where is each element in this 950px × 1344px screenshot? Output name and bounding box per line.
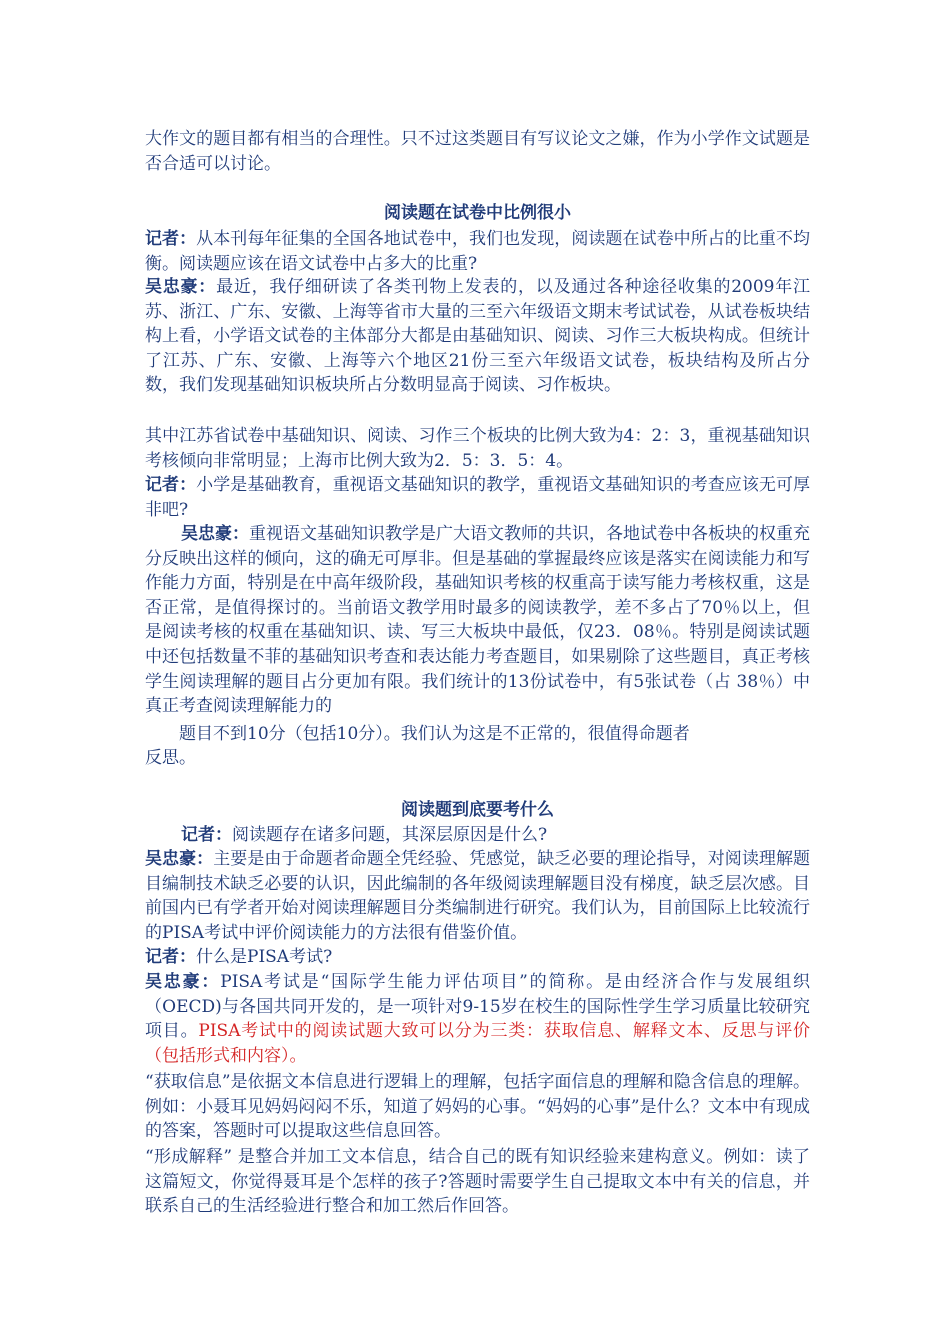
speaker-wu: 吴忠豪： <box>145 972 221 992</box>
answer-1 <box>145 275 810 398</box>
reporter-question-3 <box>145 823 810 848</box>
answer-2-end: 反思。 <box>145 748 196 768</box>
answer-2 <box>145 522 810 719</box>
speaker-reporter: 记者： <box>145 475 197 495</box>
speaker-reporter: 记者： <box>145 947 196 967</box>
speaker-reporter: 记者： <box>145 229 197 249</box>
question-text: 阅读题存在诸多问题，其深层原因是什么? <box>232 825 548 845</box>
speaker-wu: 吴忠豪： <box>145 849 214 869</box>
answer-text: PISA考试是“国际学生能力评估项目”的简称。是由经济合作与发展组织（OECD)与各国共同开发的，是一项针对9-15岁在校生的国际性学生学习质量比较研究项目。 <box>145 972 810 1042</box>
intro-paragraph: 大作文的题目都有相当的合理性。只不过这类题目有写议论文之嫌，作为小学作文试题是否合适可以讨论。 <box>145 129 810 174</box>
reporter-question-1 <box>145 227 810 276</box>
section-heading-1: 阅读题在试卷中比例很小 <box>384 203 571 223</box>
speaker-wu: 吴忠豪： <box>181 524 249 544</box>
answer-2-continuation: 题目不到10分（包括10分）。我们认为这是不正常的，很值得命题者 <box>179 724 690 744</box>
interpretation-paragraph: “形成解释” 是整合并加工文本信息，结合自己的既有知识经验来建构意义。例如：读了这篇短文，你觉得聂耳是个怎样的孩子?答题时需要学生自己提取文本中有关的信息，并联系自己的生活经验进行整合和加工然后作回答。 <box>145 1147 810 1217</box>
speaker-reporter: 记者： <box>181 825 232 845</box>
answer-text: 主要是由于命题者命题全凭经验、凭感觉，缺乏必要的理论指导，对阅读理解题目编制技术缺乏必要的认识，因此编制的各年级阅读理解题目没有梯度，缺乏层次感。目前国内已有学者开始对阅读理解题目分类编制进行研究。我们认为，目前国际上比较流行的PISA考试中评价阅读能力的方法很有借鉴价值。 <box>145 849 811 943</box>
reporter-question-4 <box>145 945 810 970</box>
question-text: 小学是基础教育，重视语文基础知识的教学，重视语文基础知识的考查应该无可厚非吧? <box>145 475 811 520</box>
question-text: 什么是PISA考试? <box>196 947 333 967</box>
pisa-categories-highlight: PISA考试中的阅读试题大致可以分为三类：获取信息、解释文本、反思与评价（包括形式和内容）。 <box>145 1021 811 1066</box>
info-retrieval-paragraph: “获取信息”是依据文本信息进行逻辑上的理解，包括字面信息的理解和隐含信息的理解。例如：小聂耳见妈妈闷闷不乐，知道了妈妈的心事。“妈妈的心事”是什么？文本中有现成的答案，答题时可以提取这些信息回答。 <box>145 1072 810 1142</box>
answer-text: 最近，我仔细研读了各类刊物上发表的，以及通过各种途径收集的2009年江苏、浙江、广东、安徽、上海等省市大量的三至六年级语文期末考试试卷，从试卷板块结构上看，小学语文试卷的主体部分大都是由基础知识、阅读、习作三大板块构成。但统计了江苏、广东、安徽、上海等六个地区21份三至六年级语文试卷，板块结构及所占分数，我们发现基础知识板块所占分数明显高于阅读、习作板块。 <box>145 277 811 396</box>
answer-3 <box>145 847 810 945</box>
speaker-wu: 吴忠豪： <box>145 277 217 297</box>
question-text: 从本刊每年征集的全国各地试卷中，我们也发现，阅读题在试卷中所占的比重不均衡。阅读题应该在语文试卷中占多大的比重? <box>145 229 811 274</box>
answer-4 <box>145 970 810 1068</box>
reporter-question-2 <box>145 473 810 522</box>
answer-text: 重视语文基础知识教学是广大语文教师的共识，各地试卷中各板块的权重充分反映出这样的倾向，这的确无可厚非。但是基础的掌握最终应该是落实在阅读能力和写作能力方面，特别是在中高年级阶段，基础知识考核的权重高于读写能力考核权重，这是否正常，是值得探讨的。当前语文教学用时最多的阅读教学，差不多占了70％以上，但是阅读考核的权重在基础知识、读、写三大板块中最低，仅23．08％。特别是阅读试题中还包括数量不菲的基础知识考查和表达能力考查题目，如果剔除了这些题目，真正考核学生阅读理解的题目占分更加有限。我们统计的13份试卷中，有5张试卷（占 38％）中真正考查阅读理解能力的 <box>145 524 810 717</box>
ratio-paragraph: 其中江苏省试卷中基础知识、阅读、习作三个板块的比例大致为4：2：3，重视基础知识考核倾向非常明显；上海市比例大致为2．5：3．5：4。 <box>145 426 810 471</box>
section-heading-2: 阅读题到底要考什么 <box>401 800 554 820</box>
